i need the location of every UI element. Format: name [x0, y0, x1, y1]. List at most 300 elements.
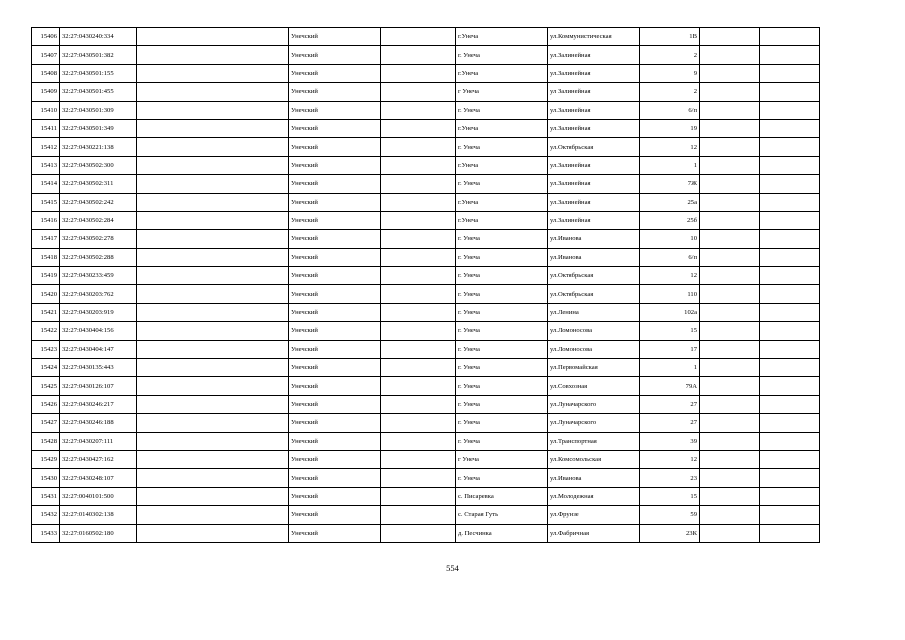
locality-cell: г. Унеча — [456, 248, 548, 266]
empty-cell — [760, 285, 820, 303]
street-cell: ул.Молодежная — [548, 487, 640, 505]
empty-cell — [137, 359, 289, 377]
empty-cell — [381, 267, 456, 285]
district-cell: Унечский — [289, 377, 381, 395]
empty-cell — [137, 83, 289, 101]
street-cell: ул.Залинейная — [548, 211, 640, 229]
cadastral-number-cell: 32:27:0430240:334 — [60, 28, 137, 46]
house-number-cell: 79А — [640, 377, 700, 395]
empty-cell — [381, 377, 456, 395]
empty-cell — [700, 469, 760, 487]
empty-cell — [700, 119, 760, 137]
table-row — [32, 119, 820, 137]
empty-cell — [760, 450, 820, 468]
locality-cell: г. Унеча — [456, 46, 548, 64]
record-number-cell: 15426 — [32, 395, 60, 413]
locality-cell: г. Унеча — [456, 377, 548, 395]
empty-cell — [381, 211, 456, 229]
house-number-cell: 27 — [640, 414, 700, 432]
locality-cell: д. Песчинка — [456, 524, 548, 542]
empty-cell — [137, 303, 289, 321]
cadastral-number-cell: 32:27:0430502:278 — [60, 230, 137, 248]
empty-cell — [760, 83, 820, 101]
empty-cell — [381, 303, 456, 321]
empty-cell — [760, 395, 820, 413]
empty-cell — [700, 156, 760, 174]
table-row — [32, 359, 820, 377]
street-cell: ул.Коммунистическая — [548, 28, 640, 46]
table-row — [32, 487, 820, 505]
locality-cell: г Унеча — [456, 450, 548, 468]
empty-cell — [760, 119, 820, 137]
table-row — [32, 432, 820, 450]
house-number-cell: 23К — [640, 524, 700, 542]
district-cell: Унечский — [289, 28, 381, 46]
table-row — [32, 138, 820, 156]
cadastral-number-cell: 32:27:0430233:459 — [60, 267, 137, 285]
record-number-cell: 15430 — [32, 469, 60, 487]
empty-cell — [760, 101, 820, 119]
cadastral-number-cell: 32:27:0430502:311 — [60, 175, 137, 193]
locality-cell: г. Унеча — [456, 101, 548, 119]
cadastral-number-cell: 32:27:0430404:147 — [60, 340, 137, 358]
empty-cell — [137, 267, 289, 285]
house-number-cell: 6/п — [640, 248, 700, 266]
table-row — [32, 322, 820, 340]
district-cell: Унечский — [289, 303, 381, 321]
empty-cell — [700, 28, 760, 46]
empty-cell — [381, 395, 456, 413]
table-row — [32, 175, 820, 193]
locality-cell: г. Унеча — [456, 432, 548, 450]
locality-cell: г. Унеча — [456, 359, 548, 377]
empty-cell — [760, 46, 820, 64]
street-cell: ул.Комсомольская — [548, 450, 640, 468]
empty-cell — [137, 138, 289, 156]
cadastral-number-cell: 32:27:0430502:288 — [60, 248, 137, 266]
empty-cell — [700, 101, 760, 119]
empty-cell — [137, 248, 289, 266]
street-cell: ул.Фабричная — [548, 524, 640, 542]
house-number-cell: 2 — [640, 83, 700, 101]
record-number-cell: 15421 — [32, 303, 60, 321]
record-number-cell: 15415 — [32, 193, 60, 211]
house-number-cell: 25а — [640, 193, 700, 211]
table-row — [32, 64, 820, 82]
empty-cell — [700, 432, 760, 450]
empty-cell — [700, 377, 760, 395]
empty-cell — [700, 267, 760, 285]
cadastral-number-cell: 32:27:0430203:762 — [60, 285, 137, 303]
street-cell: ул.Ленина — [548, 303, 640, 321]
cadastral-number-cell: 32:27:0040101:500 — [60, 487, 137, 505]
house-number-cell: 9 — [640, 64, 700, 82]
empty-cell — [700, 303, 760, 321]
locality-cell: г.Унеча — [456, 28, 548, 46]
district-cell: Унечский — [289, 487, 381, 505]
empty-cell — [381, 414, 456, 432]
cadastral-number-cell: 32:27:0430502:300 — [60, 156, 137, 174]
house-number-cell: 6/п — [640, 101, 700, 119]
empty-cell — [381, 175, 456, 193]
empty-cell — [381, 101, 456, 119]
empty-cell — [137, 450, 289, 468]
empty-cell — [760, 487, 820, 505]
cadastral-number-cell: 32:27:0430502:284 — [60, 211, 137, 229]
empty-cell — [700, 230, 760, 248]
empty-cell — [760, 64, 820, 82]
house-number-cell: 25б — [640, 211, 700, 229]
cadastral-number-cell: 32:27:0430501:155 — [60, 64, 137, 82]
record-number-cell: 15410 — [32, 101, 60, 119]
empty-cell — [700, 524, 760, 542]
district-cell: Унечский — [289, 450, 381, 468]
table-row — [32, 524, 820, 542]
street-cell: ул.Луначарского — [548, 414, 640, 432]
empty-cell — [700, 450, 760, 468]
street-cell: ул.Фрунзе — [548, 506, 640, 524]
table-row — [32, 377, 820, 395]
district-cell: Унечский — [289, 175, 381, 193]
empty-cell — [381, 119, 456, 137]
empty-cell — [137, 64, 289, 82]
street-cell: ул.Залинейная — [548, 101, 640, 119]
record-number-cell: 15422 — [32, 322, 60, 340]
table-row — [32, 414, 820, 432]
locality-cell: г Унеча — [456, 83, 548, 101]
empty-cell — [700, 211, 760, 229]
locality-cell: г. Унеча — [456, 414, 548, 432]
empty-cell — [137, 211, 289, 229]
record-number-cell: 15416 — [32, 211, 60, 229]
empty-cell — [700, 414, 760, 432]
district-cell: Унечский — [289, 46, 381, 64]
locality-cell: г. Унеча — [456, 340, 548, 358]
house-number-cell: 102а — [640, 303, 700, 321]
locality-cell: г. Унеча — [456, 395, 548, 413]
house-number-cell: 1 — [640, 359, 700, 377]
house-number-cell: 17 — [640, 340, 700, 358]
empty-cell — [700, 395, 760, 413]
record-number-cell: 15414 — [32, 175, 60, 193]
district-cell: Унечский — [289, 138, 381, 156]
empty-cell — [137, 395, 289, 413]
empty-cell — [381, 193, 456, 211]
street-cell: ул.Первомайская — [548, 359, 640, 377]
empty-cell — [137, 285, 289, 303]
house-number-cell: 1 — [640, 156, 700, 174]
empty-cell — [137, 28, 289, 46]
table-row — [32, 506, 820, 524]
table-row — [32, 28, 820, 46]
empty-cell — [760, 230, 820, 248]
empty-cell — [381, 28, 456, 46]
empty-cell — [381, 340, 456, 358]
cadastral-number-cell: 32:27:0160502:180 — [60, 524, 137, 542]
district-cell: Унечский — [289, 156, 381, 174]
record-number-cell: 15423 — [32, 340, 60, 358]
table-row — [32, 230, 820, 248]
cadastral-number-cell: 32:27:0430207:111 — [60, 432, 137, 450]
locality-cell: г. Унеча — [456, 138, 548, 156]
empty-cell — [760, 248, 820, 266]
street-cell: ул.Транспортная — [548, 432, 640, 450]
district-cell: Унечский — [289, 414, 381, 432]
street-cell: ул.Ломоносова — [548, 322, 640, 340]
record-number-cell: 15407 — [32, 46, 60, 64]
empty-cell — [381, 524, 456, 542]
record-number-cell: 15417 — [32, 230, 60, 248]
table-row — [32, 340, 820, 358]
house-number-cell: 110 — [640, 285, 700, 303]
street-cell: ул.Совхозная — [548, 377, 640, 395]
district-cell: Унечский — [289, 340, 381, 358]
locality-cell: г. Унеча — [456, 175, 548, 193]
district-cell: Унечский — [289, 359, 381, 377]
empty-cell — [381, 138, 456, 156]
empty-cell — [381, 322, 456, 340]
cadastral-number-cell: 32:27:0430203:919 — [60, 303, 137, 321]
empty-cell — [760, 506, 820, 524]
street-cell: ул.Октябрьская — [548, 285, 640, 303]
registry-table-body — [32, 28, 820, 543]
empty-cell — [760, 414, 820, 432]
empty-cell — [700, 359, 760, 377]
empty-cell — [137, 119, 289, 137]
cadastral-number-cell: 32:27:0140302:138 — [60, 506, 137, 524]
record-number-cell: 15420 — [32, 285, 60, 303]
street-cell: ул.Иванова — [548, 469, 640, 487]
record-number-cell: 15432 — [32, 506, 60, 524]
empty-cell — [760, 469, 820, 487]
empty-cell — [700, 175, 760, 193]
table-row — [32, 83, 820, 101]
table-row — [32, 46, 820, 64]
empty-cell — [137, 322, 289, 340]
locality-cell: с. Писаревка — [456, 487, 548, 505]
locality-cell: г. Унеча — [456, 469, 548, 487]
table-row — [32, 450, 820, 468]
district-cell: Унечский — [289, 119, 381, 137]
record-number-cell: 15408 — [32, 64, 60, 82]
house-number-cell: 15 — [640, 322, 700, 340]
district-cell: Унечский — [289, 230, 381, 248]
house-number-cell: 10 — [640, 230, 700, 248]
empty-cell — [137, 175, 289, 193]
empty-cell — [760, 267, 820, 285]
record-number-cell: 15431 — [32, 487, 60, 505]
record-number-cell: 15412 — [32, 138, 60, 156]
locality-cell: г.Унеча — [456, 64, 548, 82]
empty-cell — [381, 64, 456, 82]
record-number-cell: 15413 — [32, 156, 60, 174]
street-cell: ул.Иванова — [548, 230, 640, 248]
empty-cell — [381, 248, 456, 266]
locality-cell: г.Унеча — [456, 119, 548, 137]
street-cell: ул.Залинейная — [548, 175, 640, 193]
record-number-cell: 15427 — [32, 414, 60, 432]
house-number-cell: 12 — [640, 267, 700, 285]
empty-cell — [700, 285, 760, 303]
empty-cell — [700, 193, 760, 211]
district-cell: Унечский — [289, 285, 381, 303]
district-cell: Унечский — [289, 432, 381, 450]
cadastral-number-cell: 32:27:0430246:217 — [60, 395, 137, 413]
cadastral-number-cell: 32:27:0430126:107 — [60, 377, 137, 395]
empty-cell — [381, 285, 456, 303]
record-number-cell: 15433 — [32, 524, 60, 542]
empty-cell — [381, 83, 456, 101]
street-cell: ул.Октябрьская — [548, 267, 640, 285]
locality-cell: с. Старая Гуть — [456, 506, 548, 524]
street-cell: ул.Залинейная — [548, 119, 640, 137]
street-cell: ул.Иванова — [548, 248, 640, 266]
district-cell: Унечский — [289, 101, 381, 119]
street-cell: ул.Луначарского — [548, 395, 640, 413]
house-number-cell: 27 — [640, 395, 700, 413]
empty-cell — [700, 340, 760, 358]
district-cell: Унечский — [289, 211, 381, 229]
street-cell: ул.Залинейная — [548, 46, 640, 64]
table-row — [32, 285, 820, 303]
street-cell: ул.Залинейная — [548, 156, 640, 174]
locality-cell: г. Унеча — [456, 322, 548, 340]
empty-cell — [137, 377, 289, 395]
district-cell: Унечский — [289, 193, 381, 211]
empty-cell — [137, 506, 289, 524]
empty-cell — [700, 46, 760, 64]
record-number-cell: 15409 — [32, 83, 60, 101]
locality-cell: г. Унеча — [456, 303, 548, 321]
locality-cell: г.Унеча — [456, 193, 548, 211]
empty-cell — [700, 487, 760, 505]
house-number-cell: 59 — [640, 506, 700, 524]
house-number-cell: 23 — [640, 469, 700, 487]
district-cell: Унечский — [289, 395, 381, 413]
empty-cell — [760, 193, 820, 211]
empty-cell — [137, 193, 289, 211]
table-row — [32, 211, 820, 229]
empty-cell — [137, 414, 289, 432]
locality-cell: г. Унеча — [456, 230, 548, 248]
record-number-cell: 15425 — [32, 377, 60, 395]
table-row — [32, 193, 820, 211]
street-cell: ул.Ломоносова — [548, 340, 640, 358]
empty-cell — [760, 340, 820, 358]
house-number-cell: 7Ж — [640, 175, 700, 193]
empty-cell — [381, 469, 456, 487]
locality-cell: г. Унеча — [456, 267, 548, 285]
table-row — [32, 156, 820, 174]
empty-cell — [760, 432, 820, 450]
empty-cell — [700, 322, 760, 340]
table-row — [32, 303, 820, 321]
house-number-cell: 12 — [640, 138, 700, 156]
table-row — [32, 469, 820, 487]
empty-cell — [137, 524, 289, 542]
empty-cell — [760, 322, 820, 340]
empty-cell — [760, 28, 820, 46]
table-row — [32, 395, 820, 413]
record-number-cell: 15418 — [32, 248, 60, 266]
empty-cell — [381, 230, 456, 248]
cadastral-number-cell: 32:27:0430501:455 — [60, 83, 137, 101]
district-cell: Унечский — [289, 267, 381, 285]
district-cell: Унечский — [289, 322, 381, 340]
empty-cell — [381, 450, 456, 468]
empty-cell — [700, 138, 760, 156]
empty-cell — [137, 340, 289, 358]
empty-cell — [700, 83, 760, 101]
empty-cell — [381, 506, 456, 524]
empty-cell — [700, 248, 760, 266]
street-cell: ул Залинейная — [548, 83, 640, 101]
record-number-cell: 15424 — [32, 359, 60, 377]
empty-cell — [137, 46, 289, 64]
locality-cell: г. Унеча — [456, 285, 548, 303]
record-number-cell: 15419 — [32, 267, 60, 285]
street-cell: ул.Залинейная — [548, 193, 640, 211]
house-number-cell: 2 — [640, 46, 700, 64]
district-cell: Унечский — [289, 83, 381, 101]
table-row — [32, 101, 820, 119]
empty-cell — [137, 156, 289, 174]
locality-cell: г.Унеча — [456, 156, 548, 174]
record-number-cell: 15429 — [32, 450, 60, 468]
house-number-cell: 12 — [640, 450, 700, 468]
cadastral-number-cell: 32:27:0430427:162 — [60, 450, 137, 468]
district-cell: Унечский — [289, 506, 381, 524]
empty-cell — [137, 101, 289, 119]
empty-cell — [760, 156, 820, 174]
cadastral-number-cell: 32:27:0430501:349 — [60, 119, 137, 137]
empty-cell — [381, 359, 456, 377]
cadastral-number-cell: 32:27:0430404:156 — [60, 322, 137, 340]
empty-cell — [137, 469, 289, 487]
empty-cell — [760, 303, 820, 321]
record-number-cell: 15428 — [32, 432, 60, 450]
cadastral-number-cell: 32:27:0430135:443 — [60, 359, 137, 377]
cadastral-number-cell: 32:27:0430501:309 — [60, 101, 137, 119]
empty-cell — [700, 64, 760, 82]
empty-cell — [137, 432, 289, 450]
house-number-cell: 1В — [640, 28, 700, 46]
table-row — [32, 248, 820, 266]
house-number-cell: 19 — [640, 119, 700, 137]
cadastral-number-cell: 32:27:0430501:382 — [60, 46, 137, 64]
record-number-cell: 15411 — [32, 119, 60, 137]
empty-cell — [137, 487, 289, 505]
empty-cell — [760, 138, 820, 156]
empty-cell — [381, 432, 456, 450]
cadastral-number-cell: 32:27:0430246:188 — [60, 414, 137, 432]
empty-cell — [137, 230, 289, 248]
cadastral-number-cell: 32:27:0430221:138 — [60, 138, 137, 156]
record-number-cell: 15406 — [32, 28, 60, 46]
street-cell: ул.Октябрьская — [548, 138, 640, 156]
district-cell: Унечский — [289, 248, 381, 266]
empty-cell — [381, 46, 456, 64]
cadastral-number-cell: 32:27:0430248:107 — [60, 469, 137, 487]
table-row — [32, 267, 820, 285]
district-cell: Унечский — [289, 524, 381, 542]
empty-cell — [760, 524, 820, 542]
page-number: 554 — [446, 563, 459, 573]
empty-cell — [760, 211, 820, 229]
street-cell: ул.Залинейная — [548, 64, 640, 82]
empty-cell — [381, 487, 456, 505]
registry-table — [31, 27, 820, 543]
